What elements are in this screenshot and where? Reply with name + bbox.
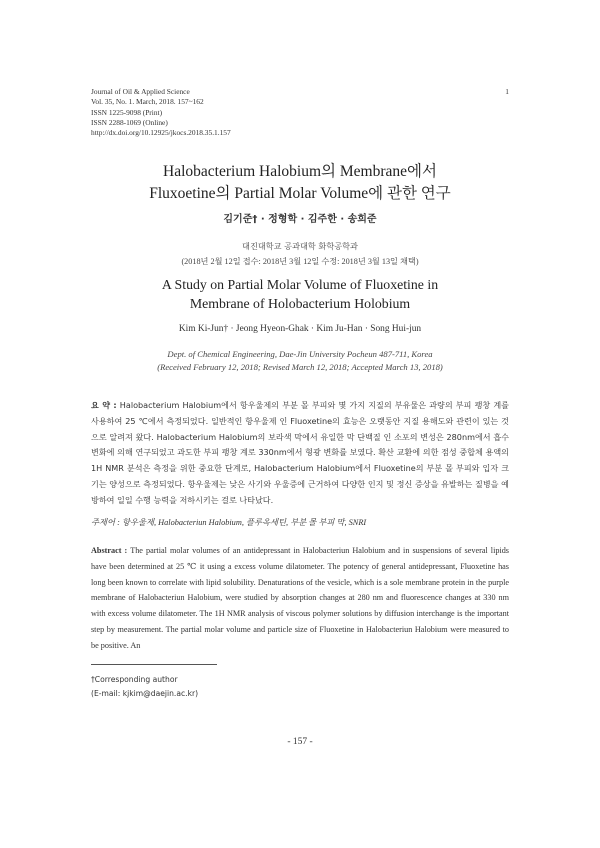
issn-print: ISSN 1225-9098 (Print) bbox=[91, 107, 163, 117]
issn-online: ISSN 2288-1069 (Online) bbox=[91, 117, 168, 127]
english-abstract-text: The partial molar volumes of an antidepressant in Halobacteriun Halobium and in suspensions of several lipids have been determined at 25 ℃ it using a excess volume dilatometer. The potency of general antidepressant, Fluoxetine has long been known to correlate with lipid solubility. Denaturations of the vesicle, which is a sole membrane protein in the purple membrane of Halobacteriun Halobium, were studied by absorption changes at 280 nm and fluorescence changes at 330 nm with excess volume dilatometer. The 1H NMR analysis of viscous polymer solutions by diffusion interchange is the important step by measurement. The partial molar volume and particle size of Fluoxetine in Halobacteriun Halobium were measured to be positive. An bbox=[91, 546, 509, 650]
english-title bbox=[60, 275, 540, 313]
corresponding-author-note: †Corresponding author bbox=[91, 675, 178, 684]
english-dates: (Received February 12, 2018; Revised March 12, 2018; Accepted March 13, 2018) bbox=[157, 362, 443, 372]
english-title-line1: A Study on Partial Molar Volume of Fluoxetine in bbox=[161, 277, 439, 292]
korean-affiliation: 대진대학교 공과대학 화학공학과 bbox=[242, 241, 358, 251]
korean-title-line2: Fluxoetine의 Partial Molar Volume에 관한 연구 bbox=[149, 185, 451, 202]
corresponding-email: (E-mail: kjkim@daejin.ac.kr) bbox=[91, 689, 199, 698]
korean-abstract-label: 요 약 : bbox=[91, 400, 117, 410]
doi-link[interactable]: http://dx.doi.org/10.12925/jkocs.2018.35.1.157 bbox=[91, 128, 231, 138]
korean-abstract-text: Halobacterium Halobium에서 항우울제의 부분 몰 부피와 몇 가지 지질의 부유물은 과량의 부피 팽창 계를 사용하여 25 ℃에서 측정되었다. 일반적인 항우울제 인 Fluoxetine의 효능은 오랫동안 지질 용해도와 관련이 있는 것으로 알려져 왔다. Halobacterium Halobium의 보라색 막에서 유일한 막 단백질 인 소포의 변성은 280nm에서 흡수 변화에 의해 연구되었고 과도한 부피 팽창 계로 330nm에서 형광 변화를 보였다. 확산 교환에 의한 점성 중합체 용액의 1H NMR 분석은 측정을 위한 중요한 단계로, Halobacterium Halobium에서 Fluoxetine의 부분 몰 부피와 입자 크기는 양성으로 측정되었다. 항우울제는 낮은 사기와 우울증에 근거하여 다양한 인지 및 정신 증상을 유발하는 질병을 예방하여 일일 수행 능력을 저하시키는 걸로 나타났다. bbox=[91, 400, 509, 505]
korean-dates: (2018년 2월 12일 접수: 2018년 3월 12일 수정: 2018년 3월 13일 채택) bbox=[181, 257, 419, 266]
page-footer-number: - 157 - bbox=[287, 737, 313, 747]
english-abstract-label: Abstract : bbox=[91, 546, 128, 555]
journal-header bbox=[91, 87, 511, 138]
english-authors: Kim Ki-Jun† · Jeong Hyeon-Ghak · Kim Ju-Han · Song Hui-jun bbox=[178, 324, 422, 334]
korean-authors: 김기준† · 정형학 · 김주한 · 송희준 bbox=[223, 214, 377, 225]
english-abstract bbox=[91, 543, 509, 654]
korean-abstract bbox=[91, 398, 509, 509]
page-number: 1 bbox=[505, 87, 509, 96]
footnote-divider bbox=[91, 664, 217, 665]
journal-name: Journal of Oil & Applied Science bbox=[91, 87, 190, 96]
korean-keywords: 주제어 : 항우울제, Halobacteriun Halobium, 플루옥세틴, 부분 몰 부피 막, SNRI bbox=[91, 518, 367, 527]
english-affiliation: Dept. of Chemical Engineering, Dae-Jin University Pocheun 487-711, Korea bbox=[167, 349, 433, 359]
english-title-line2: Membrane of Holobacterium Holobium bbox=[189, 296, 411, 311]
korean-title-line1: Halobacterium Halobium의 Membrane에서 bbox=[163, 163, 437, 180]
volume-info: Vol. 35, No. 1. March, 2018. 157~162 bbox=[91, 97, 204, 107]
korean-title bbox=[60, 161, 540, 205]
